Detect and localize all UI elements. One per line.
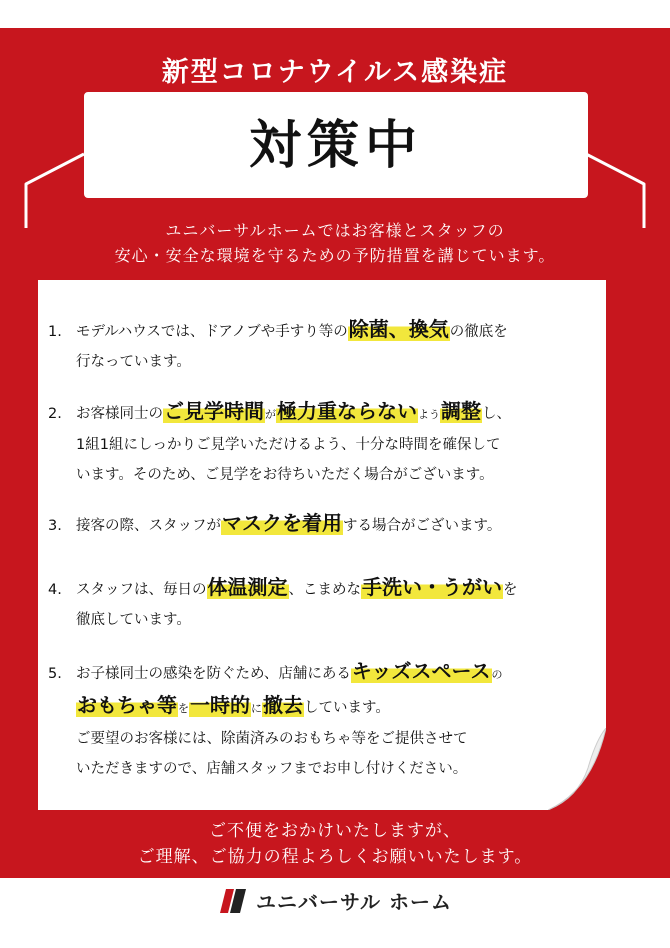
measure-item-1: [48, 314, 608, 377]
item-text: お客様同士の: [76, 406, 163, 422]
mask-panel: [84, 92, 588, 198]
measure-item-4: [48, 572, 608, 635]
item-text: スタッフは、毎日の: [76, 582, 207, 598]
highlight-text: 除菌、換気: [348, 317, 449, 341]
item-text-line-4: いただきますので、店舗スタッフまでお申し付けください。: [76, 761, 468, 777]
item-text: を: [503, 582, 518, 598]
closing-line-2: ご理解、ご協力の程よろしくお願いいたします。: [137, 847, 533, 867]
logo-text: ユニバーサル ホーム: [256, 890, 452, 914]
item-text: 接客の際、スタッフが: [76, 518, 221, 534]
item-number: 4.: [48, 582, 62, 598]
item-text-small: が: [265, 408, 276, 421]
item-text-line-3: ご要望のお客様には、除菌済みのおもちゃ等をご提供させて: [76, 731, 468, 747]
item-text: し、: [482, 406, 511, 422]
item-text-line-2: 徹底しています。: [76, 612, 191, 628]
closing-text: [0, 818, 670, 870]
main-heading: 対策中: [248, 116, 423, 176]
highlight-text: ご見学時間: [164, 399, 264, 423]
item-number: 1.: [48, 324, 62, 340]
highlight-text: キッズスペース: [351, 659, 491, 683]
item-number: 2.: [48, 406, 62, 422]
intro-line-2: 安心・安全な環境を守るための予防措置を講じています。: [114, 246, 556, 265]
highlight-text: 一時的: [190, 693, 250, 717]
item-text-line-3: います。そのため、ご見学をお待ちいただく場合がございます。: [76, 467, 494, 483]
measure-item-3: [48, 508, 608, 541]
item-number: 5.: [48, 666, 62, 682]
item-number: 3.: [48, 518, 62, 534]
highlight-text: 撤去: [263, 693, 303, 717]
item-text: お子様同士の感染を防ぐため、店舗にある: [76, 666, 351, 682]
item-text-small: を: [178, 702, 189, 715]
highlight-text: 手洗い・うがい: [362, 575, 502, 599]
item-text: する場合がございます。: [343, 518, 502, 534]
item-text-small: よう: [418, 408, 440, 421]
closing-line-1: ご不便をおかけいたしますが、: [209, 821, 461, 841]
highlight-text: おもちゃ等: [77, 693, 177, 717]
company-logo: [0, 878, 670, 923]
intro-text: [0, 218, 670, 268]
highlight-text: 体温測定: [207, 575, 288, 599]
item-text-line-2: 行なっています。: [76, 354, 191, 370]
universal-home-logo-icon: [218, 887, 248, 915]
poster-title: 新型コロナウイルス感染症: [161, 57, 509, 88]
poster-background: [0, 28, 670, 878]
item-text: しています。: [304, 700, 390, 716]
intro-line-1: ユニバーサルホームではお客様とスタッフの: [165, 221, 505, 240]
measure-item-5: [48, 656, 608, 784]
highlight-text: 調整: [441, 399, 481, 423]
measure-item-2: [48, 396, 608, 490]
item-text: の徹底を: [449, 324, 508, 340]
item-text-small: に: [251, 702, 262, 715]
item-text: 、こまめな: [288, 582, 361, 598]
highlight-text: 極力重ならない: [277, 399, 417, 423]
item-text-line-2: 1組1組にしっかりご見学いただけるよう、十分な時間を確保して: [76, 437, 501, 453]
highlight-text: マスクを着用: [222, 511, 342, 535]
item-text-small: の: [491, 668, 503, 681]
item-text: モデルハウスでは、ドアノブや手すり等の: [76, 324, 348, 340]
